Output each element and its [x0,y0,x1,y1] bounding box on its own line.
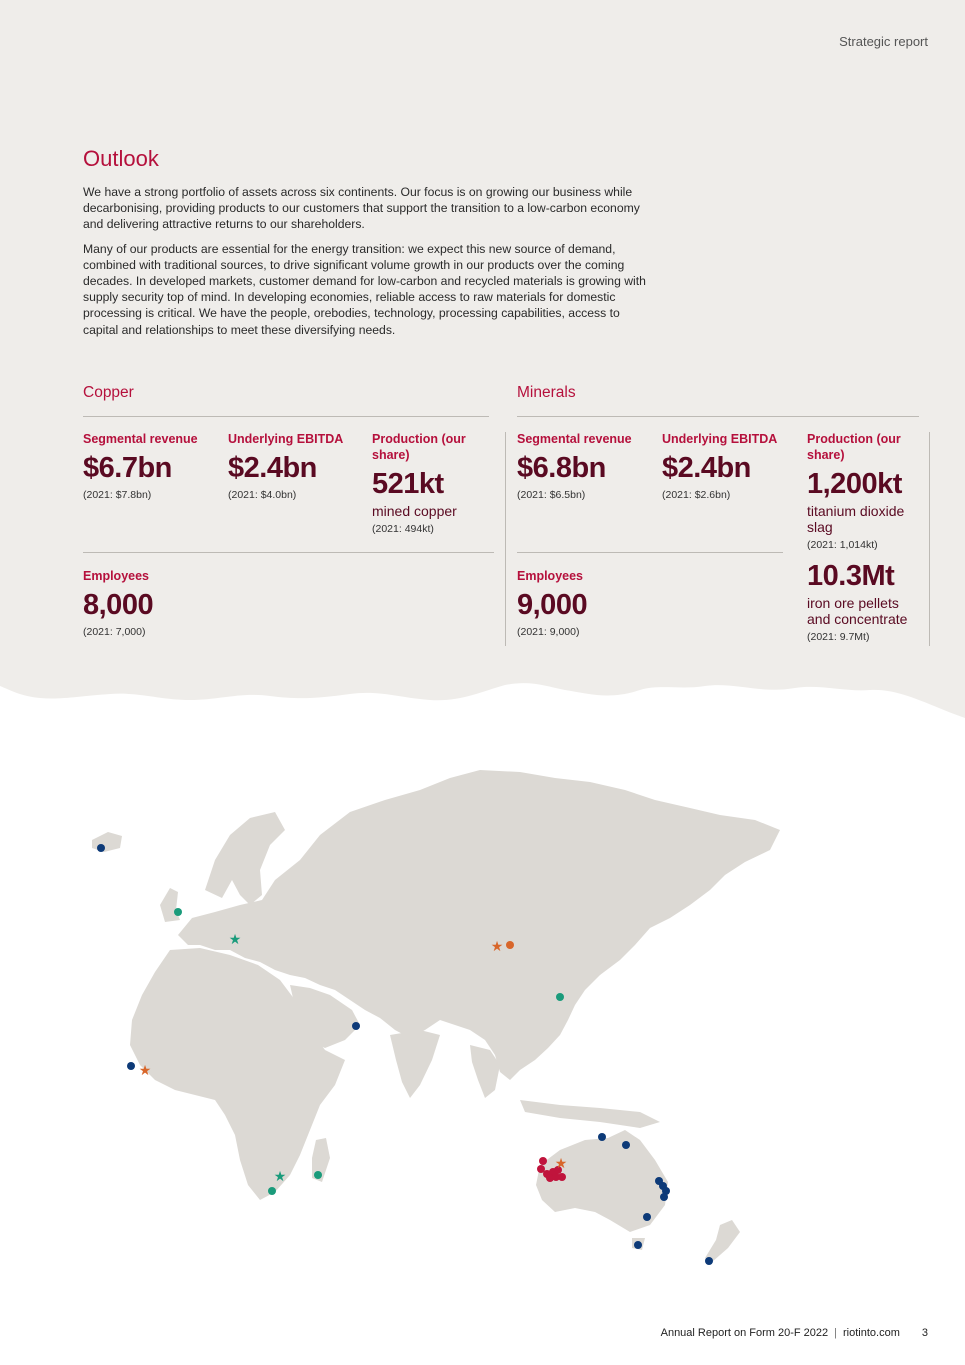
copper-title: Copper [83,384,134,401]
outlook-title: Outlook [83,146,159,171]
outlook-paragraph-2: Many of our products are essential for the energy transition: we expect this new source of demand, combined with traditional sources, to drive significant volume growth in our products over the coming decades. In developed markets, customer demand for low-carbon and recycled materials is growing with supply security top of mind. In developing economies, reliable access to raw materials for domestic processing is critical. We have the people, orebodies, technology, processing capabilities, access to capital and relationships to meet these diversifying needs. [83,241,646,337]
site-dot-new-zealand [705,1257,713,1265]
minerals-top-rule [517,416,919,417]
minerals-title: Minerals [517,384,576,401]
copper-revenue-value: $6.7bn [83,452,172,484]
footer-site: riotinto.com [843,1327,900,1339]
copper-ebitda [228,431,368,501]
site-dot-pilbara-1 [539,1157,547,1165]
site-dot-aus-east-4 [660,1193,668,1201]
land-masses [92,770,780,1262]
copper-production-value: 521kt [372,468,444,500]
outlook-paragraph-1: We have a strong portfolio of assets across six continents. Our focus is on growing our business while decarbonising, providing products to our customers that support the transition to a low-carbon economy and delivering attractive returns to our shareholders. [83,185,640,232]
indonesia [520,1100,660,1128]
copper-revenue [83,431,223,501]
minerals-production-label: Production (our share) [807,432,901,462]
copper-employees [83,568,223,638]
site-dot-aus-southeast [643,1213,651,1221]
site-dot-guinea [127,1062,135,1070]
minerals-revenue-value: $6.8bn [517,452,606,484]
site-dot-china-north [506,941,514,949]
copper-production-label: Production (our share) [372,432,466,462]
site-dot-madagascar [314,1171,322,1179]
copper-production [372,431,492,535]
minerals-mid-rule [517,552,783,553]
minerals-production-value: 1,200kt [807,468,902,500]
page-footer [661,1327,928,1339]
minerals-employees [517,568,657,638]
copper-ebitda-value: $2.4bn [228,452,317,484]
site-dot-pilbara-7 [558,1173,566,1181]
uk [160,888,180,922]
minerals-ebitda-label: Underlying EBITDA [662,432,778,446]
page-number: 3 [921,1327,928,1339]
footer-report-title: Annual Report on Form 20-F 2022 [660,1327,829,1339]
minerals-production2-desc: iron ore pellets and concentrate [807,595,908,627]
copper-production-desc: mined copper [372,503,457,519]
iceland [92,832,122,852]
site-dot-mozambique [268,1187,276,1195]
footer-separator: | [834,1327,838,1339]
site-dot-tasmania [634,1241,642,1249]
copper-revenue-label: Segmental revenue [83,432,198,446]
minerals-production-prior: (2021: 1,014kt) [807,539,878,551]
copper-ebitda-label: Underlying EBITDA [228,432,344,446]
copper-mid-rule [83,552,494,553]
star-marker-madagascar: ★ [273,1169,287,1185]
site-dot-aus-north-1 [598,1133,606,1141]
copper-employees-prior: (2021: 7,000) [83,626,146,638]
copper-employees-value: 8,000 [83,589,154,621]
world-operations-map [0,690,965,1290]
segment-divider [505,432,506,646]
minerals-ebitda-prior: (2021: $2.6bn) [662,489,731,501]
minerals-employees-value: 9,000 [517,589,588,621]
copper-ebitda-prior: (2021: $4.0bn) [228,489,297,501]
star-marker-australia: ★ [554,1156,568,1172]
minerals-revenue-label: Segmental revenue [517,432,632,446]
site-dot-oman [352,1022,360,1030]
new-zealand [705,1220,740,1262]
minerals-employees-label: Employees [517,569,584,583]
site-dot-iceland [97,844,105,852]
site-dot-china-east [556,993,564,1001]
minerals-ebitda [662,431,802,501]
section-label: Strategic report [839,34,928,49]
star-marker-serbia: ★ [228,932,242,948]
site-dot-uk [174,908,182,916]
site-dot-aus-north-2 [622,1141,630,1149]
minerals-production2-prior: (2021: 9.7Mt) [807,631,870,643]
india [390,1030,440,1098]
minerals-employees-prior: (2021: 9,000) [517,626,580,638]
minerals-production [807,431,922,643]
star-marker-guinea: ★ [138,1063,152,1079]
minerals-production-desc: titanium dioxide slag [807,503,905,535]
copper-employees-label: Employees [83,569,150,583]
right-divider [929,432,930,646]
copper-top-rule [83,416,489,417]
copper-revenue-prior: (2021: $7.8bn) [83,489,152,501]
outlook-section [83,146,653,346]
minerals-revenue-prior: (2021: $6.5bn) [517,489,586,501]
minerals-ebitda-value: $2.4bn [662,452,751,484]
minerals-revenue [517,431,657,501]
copper-production-prior: (2021: 494kt) [372,523,434,535]
minerals-production2-value: 10.3Mt [807,560,895,592]
star-marker-mongolia: ★ [490,939,504,955]
